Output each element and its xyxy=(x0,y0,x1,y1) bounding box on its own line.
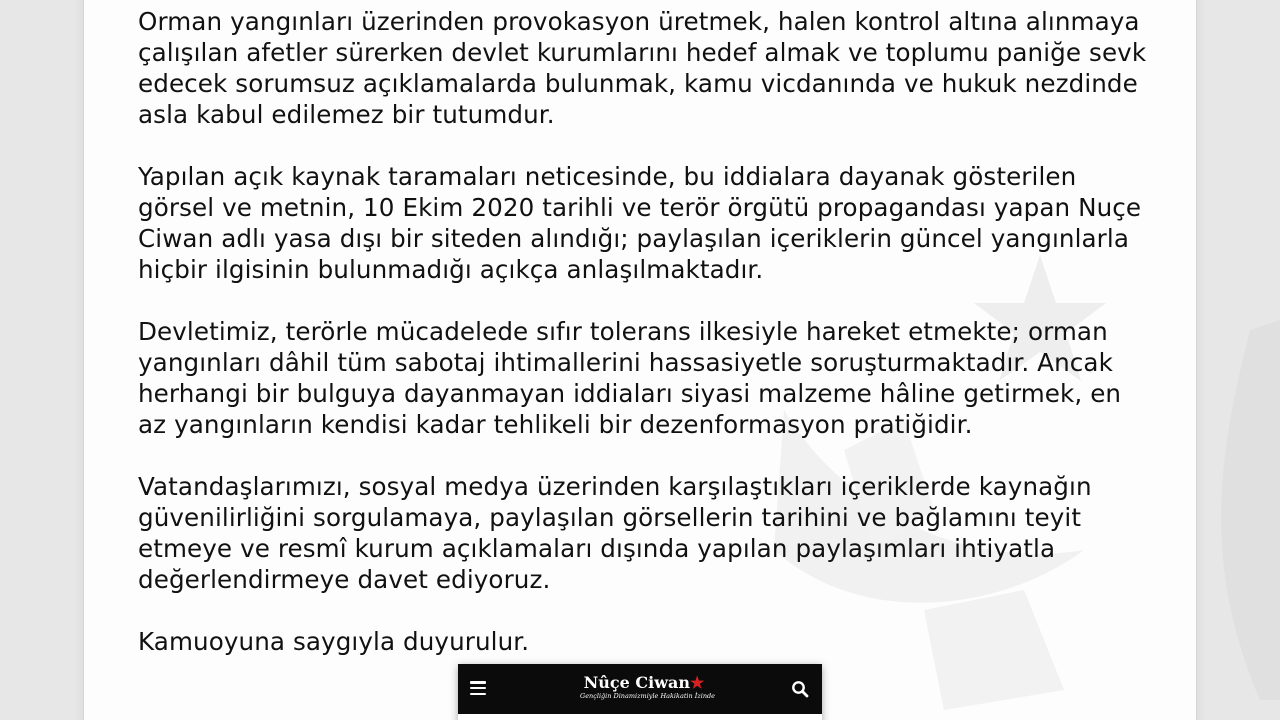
paragraph-1 xyxy=(138,6,1148,130)
embedded-website-screenshot xyxy=(458,664,822,720)
text-line: etmeye ve resmî kurum açıklamaları dışında yapılan paylaşımları ihtiyatla xyxy=(138,534,1056,563)
search-icon[interactable] xyxy=(791,680,809,698)
text-line: görsel ve metnin, 10 Ekim 2020 tarihli ve terör örgütü propagandası yapan Nuçe xyxy=(138,193,1142,222)
paragraph-4 xyxy=(138,471,1148,595)
site-logo[interactable] xyxy=(574,674,714,701)
closing-line xyxy=(138,626,1148,657)
text-line: Yapılan açık kaynak taramaları neticesinde, bu iddialara dayanak gösterilen xyxy=(138,162,1077,191)
text-line: asla kabul edilemez bir tutumdur. xyxy=(138,100,555,129)
site-tagline: Gençliğin Dinamizmiyle Hakikatin İzinde xyxy=(580,692,716,700)
text-line: hiçbir ilgisinin bulunmadığı açıkça anlaşılmaktadır. xyxy=(138,255,764,284)
text-line: değerlendirmeye davet ediyoruz. xyxy=(138,565,551,594)
text-line: yangınları dâhil tüm sabotaj ihtimallerini hassasiyetle soruşturmaktadır. Ancak xyxy=(138,348,1113,377)
text-line: edecek sorumsuz açıklamalarda bulunmak, kamu vicdanında ve hukuk nezdinde xyxy=(138,69,1138,98)
statement-text xyxy=(138,6,1148,688)
hamburger-menu-icon[interactable] xyxy=(470,681,486,695)
text-line: herhangi bir bulguya dayanmayan iddiaları siyasi malzeme hâline getirmek, en xyxy=(138,379,1122,408)
text-line: Devletimiz, terörle mücadelede sıfır tolerans ilkesiyle hareket etmekte; orman xyxy=(138,317,1108,346)
text-line: Vatandaşlarımızı, sosyal medya üzerinden karşılaştıkları içeriklerde kaynağın xyxy=(138,472,1092,501)
text-line: güvenilirliğini sorgulamaya, paylaşılan görsellerin tarihini ve bağlamını teyit xyxy=(138,503,1082,532)
text-line: çalışılan afetler sürerken devlet kurumlarını hedef almak ve toplumu paniğe sevk xyxy=(138,38,1147,67)
text-line: Kamuoyuna saygıyla duyurulur. xyxy=(138,627,530,656)
paragraph-2 xyxy=(138,161,1148,285)
website-header xyxy=(458,664,822,714)
red-star-icon: ★ xyxy=(690,673,705,692)
text-line: Ciwan adlı yasa dışı bir siteden alındığı; paylaşılan içeriklerin güncel yangınlarla xyxy=(138,224,1129,253)
paragraph-3 xyxy=(138,316,1148,440)
text-line: az yangınların kendisi kadar tehlikeli bir dezenformasyon pratiğidir. xyxy=(138,410,973,439)
text-line: Orman yangınları üzerinden provokasyon üretmek, halen kontrol altına alınmaya xyxy=(138,7,1140,36)
site-brand-name: Nûçe Ciwan xyxy=(583,673,690,692)
